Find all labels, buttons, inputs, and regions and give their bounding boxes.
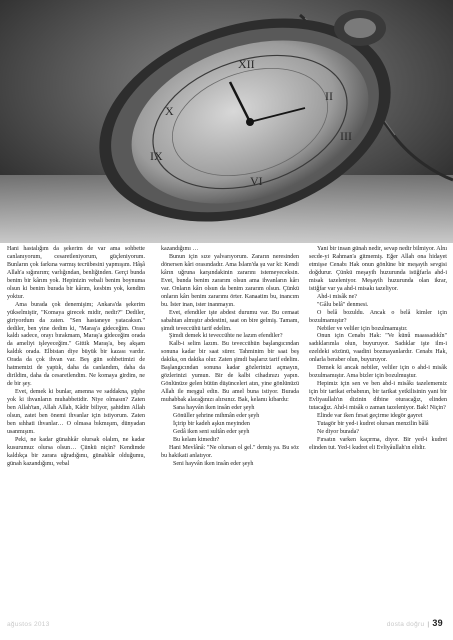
paragraph: Bunun için sıze yalvarıyorum. Zararın neresinden dönersen kâri orasındadır. Ama İslam'da şu var ki: Kendi kârın uğruna karşındakinin zararını istemeyeceksin. Evet, bunda benim zararım olsun ama ihvanların kârı var. Onların kârı olsun da benim zararım olsun. Çünkü onların kârı benim zararımı örter. Kanaatim bu, inancım bu. İster inan, ister inanmayın. [161,253,299,308]
paragraph: Hani Mevlânâ: "Ne olursan ol gel." demiş ya. Bu söz bu hakikati anlatıyor. [161,444,299,459]
footer-separator: | [427,621,430,628]
paragraph: Demek ki ancak nebiler, veliler için o ahd-i misâk bozulmamıştır. Ama bizler için bozulmuştur. [309,365,447,380]
paragraph: Şimdi demek ki teveccühte ne lazım efendiler? [169,333,283,340]
page-footer [387,618,443,628]
text-column-3 [309,246,447,453]
svg-text:II: II [325,89,333,103]
paragraph: Tutagör bir yed-i kudret olursan menzilin bâlâ [317,420,429,427]
paragraph: Yani bir insan günah nedir, sevap nedir bilmiyor. Alnı secde-yi Rahman'a gitmemiş. Eğer Allah ona hidayet etmişse Cenabı Hak onun gönlüne bir meşayih sevgisi doğdurur. Çünkü meşayih huzurunda istiğfarla ahd-i misak tazeleniyor. Meşayih huzurunda olan ikrar, istiğfar var ya ahd-i misakı tazeliyor. [309,246,447,292]
paragraph: "Gâlu belâ" denmesi. [317,301,369,308]
svg-text:IX: IX [150,149,163,163]
paragraph: Elinde var iken fırsat geçirme idegör gayret [317,413,423,420]
verse-line: Bu kelam kimedir? [173,436,220,443]
issue-date: ağustos 2013 [7,621,50,628]
verse-line: Gedâ iken seni sultân eder şeyh [173,428,250,435]
paragraph: Onun için Cenabı Hak: "Ve künû maassadıkîn" sadıklarımla olun, buyuruyor. Sadıklar işte ilm-i ezeldeki sözünü, vaadini bozmayanlardır. Cenabı Hak, onlarla beraber olun, buyuruyor. [309,333,447,364]
svg-text:III: III [340,129,352,143]
paragraph: O belâ bozuldu. Ancak o belâ kimler için bozulmamıştır? [309,309,447,324]
text-column-2 [161,246,299,469]
page-number: 39 [432,618,443,628]
header-photo [0,0,453,243]
paragraph: Evet, efendiler işte abdest durumu var. Bu cemaat sabahtan almıştır abdestini, saat on bire gelmiş. Tamam, şimdi teveccühü tarif edelim. [161,309,299,332]
paragraph: Nebiler ve veliler için bozulmamıştır. [317,325,408,332]
verse-line: Gönüller şehrine mihmân eder şeyh [173,413,260,420]
pocket-watch-photo [0,0,453,243]
paragraph: Hani hastalığım da şekerim de var ama sohbette canlanıyorum, cesaretleniyorum, güçleniyorum. Bunların çok farkına varmış tecrübesini yapmışım. Hâşâ Allah'a sığınırım; varlığından, benliğinden. Gerçi bunda benim bir kârım yok. Hepinizin vebali benim boynuma olsun ki benim burada bir kârım, kesbim yok, kendim yoktur. [7,246,145,300]
magazine-name: dosta doğru [386,621,425,628]
svg-text:X: X [165,104,174,118]
svg-text:VI: VI [250,174,263,188]
paragraph: kazandığımı … [161,246,199,252]
svg-text:XII: XII [238,57,255,71]
paragraph: Ne diyor burada? [317,428,359,435]
paragraph: Kalb-i selim lazım. Bu teveccühün başlangıcından sonuna kadar bir saat sürer. Tahminim bir saat beş dakika, on dakika olur. Zaten şimdi başlarız tarif edelim. Başlangıcından sonuna kadar gözlerinizi açmayın, gözlerinizi yumun. Bir de kalbi cihadınızı yapın. Gönlünüze gelen bütün düşünceleri atın, yine gönlünüzü Allah ile meşgul edin. Bu amel buna istiyor. Burada muhabbak alacağınızı alırsınız. Bak, kelamı kibardu: [161,341,299,404]
paragraph: Ahd-i misâk ne? [317,293,357,300]
verse-line: İçirip bir kadeh aşkın meyinden [173,420,250,427]
verse-line: Seni hayvân iken insân eder şeyh [173,460,254,467]
paragraph: Hepimiz için sen ve ben ahd-i misâkı tazelememiz için bir tarikat erbabının, bir tarikat yetkilisinin yani bir Evliyaullah'ın dizinin dibine oturacağız, elinden tutacağız. Ahd-i misâk o zaman tazeleniyor. Bak! Niçin? [309,381,447,412]
paragraph: Fırsatın varken kaçırma, diyor. Bir yed-i kudret elinden tut. Yed-i kudret eli Evliyâullah'ın elidir. [309,436,447,451]
text-column-1 [7,246,145,469]
paragraph: Peki, ne kadar günahkâr olursak olalım, ne kadar kusurumuz olursa olsun… Çünkü niçin? Kendimde kaldıkça bir zarara uğradığımı, günahkâr olduğumu, günah kazandığımı, vebal [7,436,145,467]
paragraph: Ama burada çok denemişim; Ankara'da şekerim yükselmiştir, "Komaya girecek midir, nedir?" Dediler, giriyordum da zaten. "Sen hastaneye yatacaksın." dediler, ben yine dedim ki, "Maraş'a gideceğim. Orası kaldı sadece, orayı bırakmam, Maraş'a gideceğim orada da ameliyi işleyeceğim." Gittik Maraş'a, beş akşam kaldık orada. Elbistan diye büyük bir kazası vardır. Orada da çok ihvan var. Beş gün sohbetimizi de hatmemizi de yaptık, daha da canlandım, daha da dirildim, daha da cesaretlendim. Ne komaya girdim, ne de bir şey. [7,301,145,388]
verse-line: Sana hayvân iken insân eder şeyh [173,405,255,412]
paragraph: Evet, demek ki bunlar, amenna ve saddakna, şüphe yok ki ihvanların muhabbetidir. Niye olmasın? Zaten ben Allah'tan, Allah Allah, Kâdir biliyor, şahidim Allah olsun, zatet ben önemi ihvanlar için istiyorum. Zaten ben sıhhati ihvanlar… O olmasa bıkmışım, dünyadan usanmışım. [7,389,145,435]
